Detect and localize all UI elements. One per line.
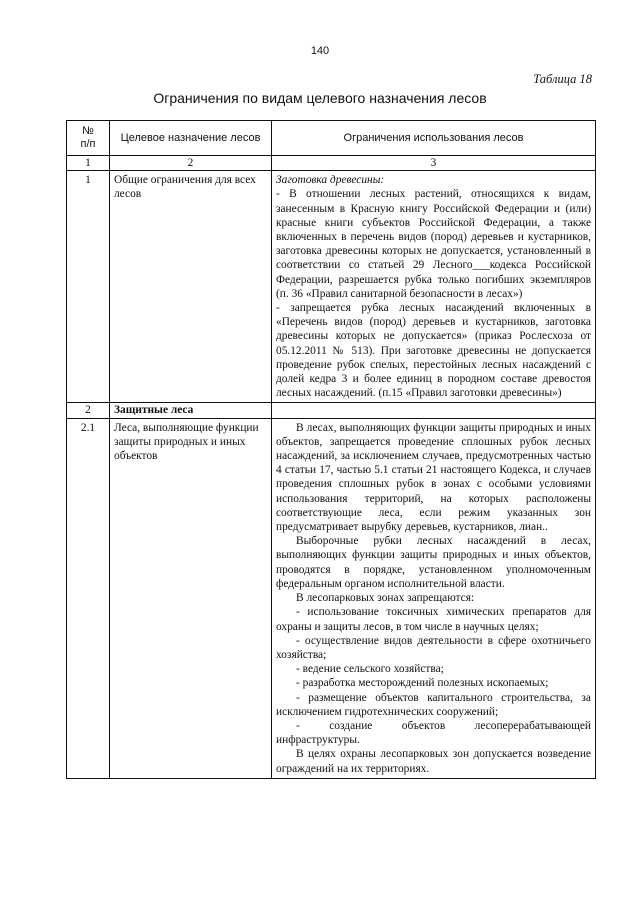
table-header-row (67, 121, 596, 156)
page-number: 140 (310, 45, 330, 57)
restriction-paragraph: В лесопарковых зонах запрещаются: (296, 592, 475, 605)
column-number-row (67, 156, 596, 171)
row-number: 2.1 (67, 418, 110, 778)
list-item: - использование токсичных химических препаратов для охраны и защиты лесов, в том числе в научных целях; (276, 606, 591, 633)
header-restrictions: Ограничения использования лесов (272, 121, 596, 156)
restriction-paragraph: - запрещается рубка лесных насаждений включенных в «Перечень видов (пород) деревьев и кустарников, заготовка древесины которых не допускается» (приказ Рослесхоза от 05.12.2011 № 513). При заготовке древесины не допускается проведение рубок спелых, перестойных лесных насаждений с долей кедра 3 и более единиц в породном составе древостоя лесных насаждений. (п.15 «Правил заготовки древесины») (276, 302, 591, 400)
list-item: - осуществление видов деятельности в сфере охотничьего хозяйства; (276, 634, 591, 661)
row-number: 1 (67, 171, 110, 403)
restriction-paragraph: В лесах, выполняющих функции защиты природных и иных объектов, запрещается проведение сплошных рубок лесных насаждений, за исключением случаев, предусмотренных частью 4 статьи 17, частью 5.1 статьи 21 настоящего Кодекса, и случаев проведения сплошных рубок в зонах с особыми условиями использования территорий, на которых расположены соответствующие леса, если режим указанных зон предусматривает вырубку деревьев, кустарников, лиан.. (276, 421, 591, 534)
restriction-paragraph: - В отношении лесных растений, относящихся к видам, занесенным в Красную книгу Российской Федерации и (или) красные книги субъектов Российской Федерации, а также включенных в перечень видов (пород) деревьев и кустарников, заготовка древесины которых не допускается, установленный в соответствии со статьей 29 Лесного___кодекса Российской Федерации, разрешается рубка только погибших экземпляров (п. 36 «Правил санитарной безопасности в лесах») (276, 188, 591, 300)
header-num: № п/п (67, 121, 110, 156)
table-row (67, 418, 596, 778)
restriction-paragraph: В целях охраны лесопарковых зон допускается возведение ограждений на их территориях. (276, 748, 591, 775)
restriction-paragraph: Выборочные рубки лесных насаждений в лесах, выполняющих функции защиты природных и иных объектов, проводятся в порядке, установленном уполномоченным федеральным органом исполнительной власти. (276, 535, 591, 590)
column-number: 1 (67, 156, 110, 171)
list-item: - создание объектов лесоперерабатывающей инфраструктуры. (276, 719, 591, 747)
page-title: Ограничения по видам целевого назначения лесов (153, 90, 487, 106)
section-empty-cell (272, 403, 596, 418)
restriction-heading: Заготовка древесины: (276, 174, 385, 187)
list-item: - разработка месторождений полезных ископаемых; (296, 677, 549, 690)
row-purpose: Леса, выполняющие функции защиты природных и иных объектов (110, 418, 272, 778)
table-row (67, 171, 596, 403)
restrictions-table (66, 120, 596, 779)
table-label: Таблица 18 (533, 72, 592, 86)
column-number: 3 (272, 156, 596, 171)
row-restrictions (272, 418, 596, 778)
list-item: - размещение объектов капитального строительства, за исключением гидротехнических сооружений; (276, 691, 591, 718)
list-item: - ведение сельского хозяйства; (296, 663, 444, 676)
row-restrictions (272, 171, 596, 403)
column-number: 2 (110, 156, 272, 171)
section-number: 2 (67, 403, 110, 418)
section-label: Защитные леса (110, 403, 272, 418)
row-purpose: Общие ограничения для всех лесов (110, 171, 272, 403)
header-purpose: Целевое назначение лесов (110, 121, 272, 156)
section-row (67, 403, 596, 418)
